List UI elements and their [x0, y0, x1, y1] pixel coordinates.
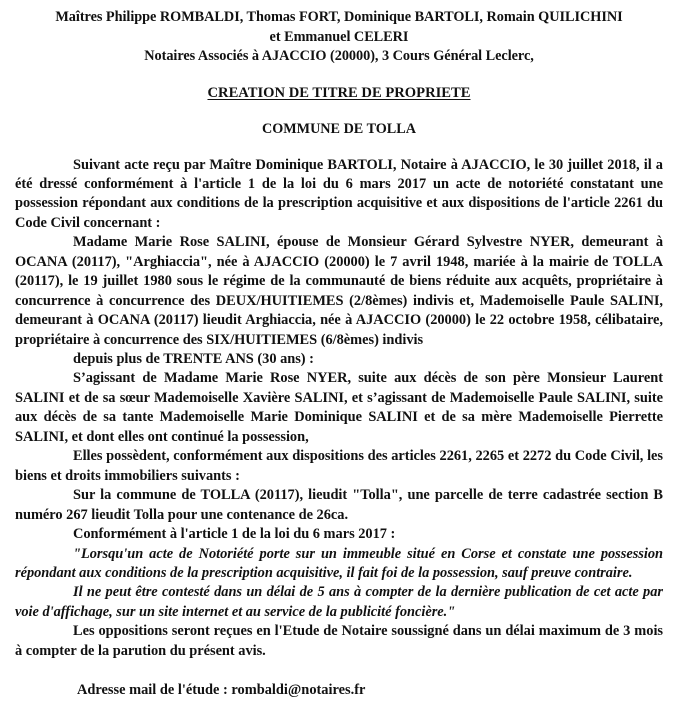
document-body [15, 156, 663, 701]
paragraph-proprietaires: Madame Marie Rose SALINI, épouse de Monsieur Gérard Sylvestre NYER, demeurant à OCANA (20117), "Arghiaccia", née à AJACCIO (20000) le 7 avril 1948, mariée à la mairie de TOLLA (20117), le 19 juillet 1980 sous le régime de la communauté de biens réduite aux acquêts, propriétaire à concurrence à concurrence des DEUX/HUITIEMES (2/8èmes) indivis et, Mademoiselle Paule SALINI, demeurant à OCANA (20117) lieudit Arghiaccia, née à AJACCIO (20000) le 22 octobre 1958, célibataire, propriétaire à concurrence des SIX/HUITIEMES (6/8èmes) indivis [15, 234, 663, 348]
paragraph-citation-loi-2: Il ne peut être contesté dans un délai de 5 ans à compter de la dernière publication de cet acte par voie d'affichage, sur un site internet et au service de la publicité foncière." [15, 584, 663, 620]
notary-header-line-2: et Emmanuel CELERI [269, 28, 409, 45]
paragraph-articles-code-civil: Elles possèdent, conformément aux dispositions des articles 2261, 2265 et 2272 du Code Civil, les biens et droits immobiliers suivants : [15, 448, 663, 484]
notary-header-line-1: Maîtres Philippe ROMBALDI, Thomas FORT, Dominique BARTOLI, Romain QUILICHINI [55, 9, 623, 25]
notary-header-line-3: Notaires Associés à AJACCIO (20000), 3 Cours Général Leclerc, [144, 48, 534, 64]
paragraph-conformement-article: Conformément à l'article 1 de la loi du 6 mars 2017 : [73, 526, 396, 543]
paragraph-parcelle: Sur la commune de TOLLA (20117), lieudit "Tolla", une parcelle de terre cadastrée section B numéro 267 lieudit Tolla pour une contenance de 26ca. [15, 487, 663, 523]
document-subtitle: COMMUNE DE TOLLA [262, 120, 416, 137]
etude-email-line: Adresse mail de l'étude : rombaldi@notaires.fr [77, 682, 366, 699]
notary-header [15, 8, 663, 67]
paragraph-oppositions: Les oppositions seront reçues en l'Etude de Notaire soussigné dans un délai maximum de 3 mois à compter de la parution du présent avis. [15, 623, 663, 659]
paragraph-duree-possession: depuis plus de TRENTE ANS (30 ans) : [73, 351, 314, 368]
document-title: CREATION DE TITRE DE PROPRIETE [207, 84, 471, 101]
paragraph-citation-loi-1: "Lorsqu'un acte de Notoriété porte sur un immeuble situé en Corse et constate une possession répondant aux conditions de la prescription acquisitive, il fait foi de la possession, sauf preuve contraire. [15, 545, 663, 582]
paragraph-acte-recu: Suivant acte reçu par Maître Dominique BARTOLI, Notaire à AJACCIO, le 30 juillet 2018, il a été dressé conformément à l'article 1 de la loi du 6 mars 2017 un acte de notoriété constatant une possession répondant aux conditions de la prescription acquisitive et aux dispositions de l'article 2261 du Code Civil concernant : [15, 156, 663, 231]
paragraph-successions: S’agissant de Madame Marie Rose NYER, suite aux décès de son père Monsieur Laurent SALINI et de sa sœur Mademoiselle Xavière SALINI, et s’agissant de Mademoiselle Paule SALINI, suite aux décès de sa tante Mademoiselle Marie Dominique SALINI et de sa mère Mademoiselle Pierrette SALINI, et dont elles ont continué la possession, [15, 370, 663, 445]
